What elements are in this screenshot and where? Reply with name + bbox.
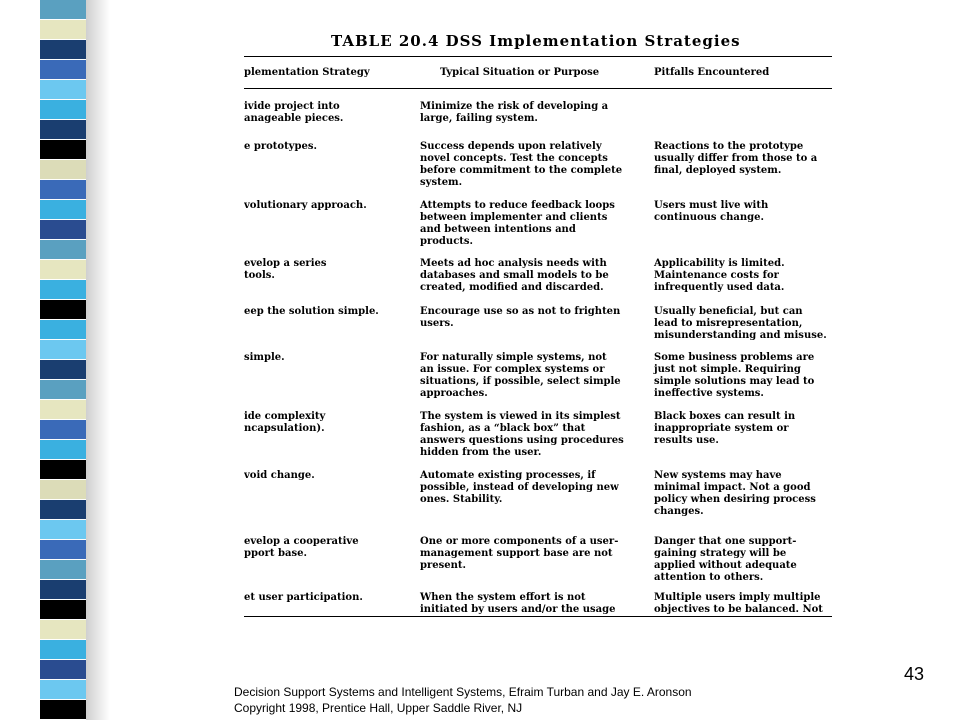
footer-line-2: Copyright 1998, Prentice Hall, Upper Saddle River, NJ bbox=[234, 701, 523, 715]
cell-strategy: et user participation. bbox=[244, 592, 363, 603]
cell-situation: answers questions using procedures bbox=[420, 435, 624, 446]
cell-pitfalls: minimal impact. Not a good bbox=[654, 482, 811, 493]
stripe-block bbox=[40, 460, 86, 480]
cell-situation: Automate existing processes, if bbox=[420, 470, 596, 481]
stripe-block bbox=[40, 600, 86, 620]
stripe-block bbox=[40, 100, 86, 120]
cell-strategy: ivide project into bbox=[244, 101, 340, 112]
stripe-block bbox=[40, 340, 86, 360]
stripe-block bbox=[40, 40, 86, 60]
stripe-block bbox=[40, 580, 86, 600]
stripe-block bbox=[40, 140, 86, 160]
cell-situation: Meets ad hoc analysis needs with bbox=[420, 258, 607, 269]
cell-pitfalls: misunderstanding and misuse. bbox=[654, 330, 827, 341]
stripe-block bbox=[40, 120, 86, 140]
cell-pitfalls: attention to others. bbox=[654, 572, 764, 583]
stripe-block bbox=[40, 220, 86, 240]
cell-pitfalls: applied without adequate bbox=[654, 560, 797, 571]
cell-pitfalls: ineffective systems. bbox=[654, 388, 764, 399]
cell-strategy: simple. bbox=[244, 352, 285, 363]
stripe-block bbox=[40, 700, 86, 720]
cell-pitfalls: Multiple users imply multiple bbox=[654, 592, 821, 603]
cell-pitfalls: final, deployed system. bbox=[654, 165, 782, 176]
cell-pitfalls: gaining strategy will be bbox=[654, 548, 787, 559]
cell-pitfalls: simple solutions may lead to bbox=[654, 376, 815, 387]
cell-situation: Minimize the risk of developing a bbox=[420, 101, 609, 112]
cell-situation: possible, instead of developing new bbox=[420, 482, 619, 493]
stripe-block bbox=[40, 80, 86, 100]
footer-line-1: Decision Support Systems and Intelligent Systems, Efraim Turban and Jay E. Aronson bbox=[234, 685, 692, 699]
stripe-block bbox=[40, 480, 86, 500]
cell-pitfalls: Users must live with bbox=[654, 200, 769, 211]
cell-situation: ones. Stability. bbox=[420, 494, 503, 505]
stripe-block bbox=[40, 660, 86, 680]
cell-pitfalls: Reactions to the prototype bbox=[654, 141, 804, 152]
stripe-block bbox=[40, 200, 86, 220]
stripe-block bbox=[40, 400, 86, 420]
cell-situation: between implementer and clients bbox=[420, 212, 608, 223]
cell-situation: created, modified and discarded. bbox=[420, 282, 604, 293]
slide-title: TABLE 20.4 DSS Implementation Strategies bbox=[331, 32, 741, 50]
cell-pitfalls: lead to misrepresentation, bbox=[654, 318, 803, 329]
cell-strategy: eep the solution simple. bbox=[244, 306, 379, 317]
cell-situation: initiated by users and/or the usage bbox=[420, 604, 616, 615]
cell-strategy: ide complexity bbox=[244, 411, 326, 422]
cell-pitfalls: Danger that one support- bbox=[654, 536, 797, 547]
table-bottom-rule bbox=[244, 616, 832, 617]
stripe-block bbox=[40, 180, 86, 200]
cell-situation: approaches. bbox=[420, 388, 488, 399]
page-number: 43 bbox=[904, 664, 925, 684]
cell-situation: When the system effort is not bbox=[420, 592, 586, 603]
stripe-block bbox=[40, 0, 86, 20]
cell-situation: One or more components of a user- bbox=[420, 536, 619, 547]
cell-pitfalls: infrequently used data. bbox=[654, 282, 785, 293]
cell-strategy: void change. bbox=[244, 470, 315, 481]
stripe-block bbox=[40, 540, 86, 560]
cell-strategy: evelop a series bbox=[244, 258, 327, 269]
stripe-block bbox=[40, 640, 86, 660]
header-bottom-rule bbox=[244, 88, 832, 89]
stripe-block bbox=[40, 680, 86, 700]
strategies-table bbox=[244, 56, 832, 616]
header-situation: Typical Situation or Purpose bbox=[440, 67, 600, 78]
cell-situation: users. bbox=[420, 318, 454, 329]
stripe-block bbox=[40, 620, 86, 640]
cell-strategy: e prototypes. bbox=[244, 141, 317, 152]
cell-situation: databases and small models to be bbox=[420, 270, 609, 281]
stripe-block bbox=[40, 240, 86, 260]
cell-strategy: pport base. bbox=[244, 548, 307, 559]
stripe-block bbox=[40, 320, 86, 340]
stripe-block bbox=[40, 360, 86, 380]
cell-situation: hidden from the user. bbox=[420, 447, 542, 458]
cell-strategy: ncapsulation). bbox=[244, 423, 325, 434]
cell-situation: Attempts to reduce feedback loops bbox=[420, 200, 615, 211]
cell-situation: products. bbox=[420, 236, 474, 247]
cell-pitfalls: inappropriate system or bbox=[654, 423, 789, 434]
cell-situation: and between intentions and bbox=[420, 224, 576, 235]
cell-pitfalls: objectives to be balanced. Not bbox=[654, 604, 823, 615]
cell-pitfalls: usually differ from those to a bbox=[654, 153, 818, 164]
stripe-block bbox=[40, 280, 86, 300]
stripe-block bbox=[40, 160, 86, 180]
cell-situation: management support base are not bbox=[420, 548, 613, 559]
header-pitfalls: Pitfalls Encountered bbox=[654, 67, 770, 78]
stripe-block bbox=[40, 500, 86, 520]
cell-strategy: anageable pieces. bbox=[244, 113, 344, 124]
cell-pitfalls: Some business problems are bbox=[654, 352, 815, 363]
cell-pitfalls: just not simple. Requiring bbox=[654, 364, 801, 375]
stripe-block bbox=[40, 20, 86, 40]
cell-pitfalls: Black boxes can result in bbox=[654, 411, 796, 422]
cell-pitfalls: continuous change. bbox=[654, 212, 764, 223]
stripe-block bbox=[40, 300, 86, 320]
cell-strategy: tools. bbox=[244, 270, 275, 281]
stripe-block bbox=[40, 380, 86, 400]
cell-strategy: evelop a cooperative bbox=[244, 536, 359, 547]
cell-pitfalls: results use. bbox=[654, 435, 719, 446]
cell-pitfalls: changes. bbox=[654, 506, 704, 517]
cell-situation: novel concepts. Test the concepts bbox=[420, 153, 608, 164]
cell-pitfalls: policy when desiring process bbox=[654, 494, 816, 505]
cell-situation: large, failing system. bbox=[420, 113, 538, 124]
cell-situation: before commitment to the complete bbox=[420, 165, 623, 176]
cell-situation: Encourage use so as not to frighten bbox=[420, 306, 621, 317]
cell-situation: system. bbox=[420, 177, 463, 188]
stripe-block bbox=[40, 560, 86, 580]
footer-citation bbox=[234, 684, 692, 716]
stripe-block bbox=[40, 260, 86, 280]
stripe-block bbox=[40, 520, 86, 540]
cell-situation: fashion, as a “black box” that bbox=[420, 423, 586, 434]
cell-situation: an issue. For complex systems or bbox=[420, 364, 605, 375]
decorative-stripe-column bbox=[40, 0, 86, 720]
stripe-block bbox=[40, 60, 86, 80]
header-strategy: plementation Strategy bbox=[244, 67, 370, 78]
cell-pitfalls: Usually beneficial, but can bbox=[654, 306, 803, 317]
decorative-shadow bbox=[86, 0, 110, 720]
stripe-block bbox=[40, 440, 86, 460]
cell-situation: Success depends upon relatively bbox=[420, 141, 602, 152]
stripe-block bbox=[40, 420, 86, 440]
cell-situation: situations, if possible, select simple bbox=[420, 376, 621, 387]
cell-situation: present. bbox=[420, 560, 466, 571]
cell-strategy: volutionary approach. bbox=[244, 200, 367, 211]
cell-pitfalls: Applicability is limited. bbox=[654, 258, 785, 269]
cell-pitfalls: New systems may have bbox=[654, 470, 782, 481]
cell-situation: The system is viewed in its simplest bbox=[420, 411, 621, 422]
cell-situation: For naturally simple systems, not bbox=[420, 352, 607, 363]
cell-pitfalls: Maintenance costs for bbox=[654, 270, 779, 281]
